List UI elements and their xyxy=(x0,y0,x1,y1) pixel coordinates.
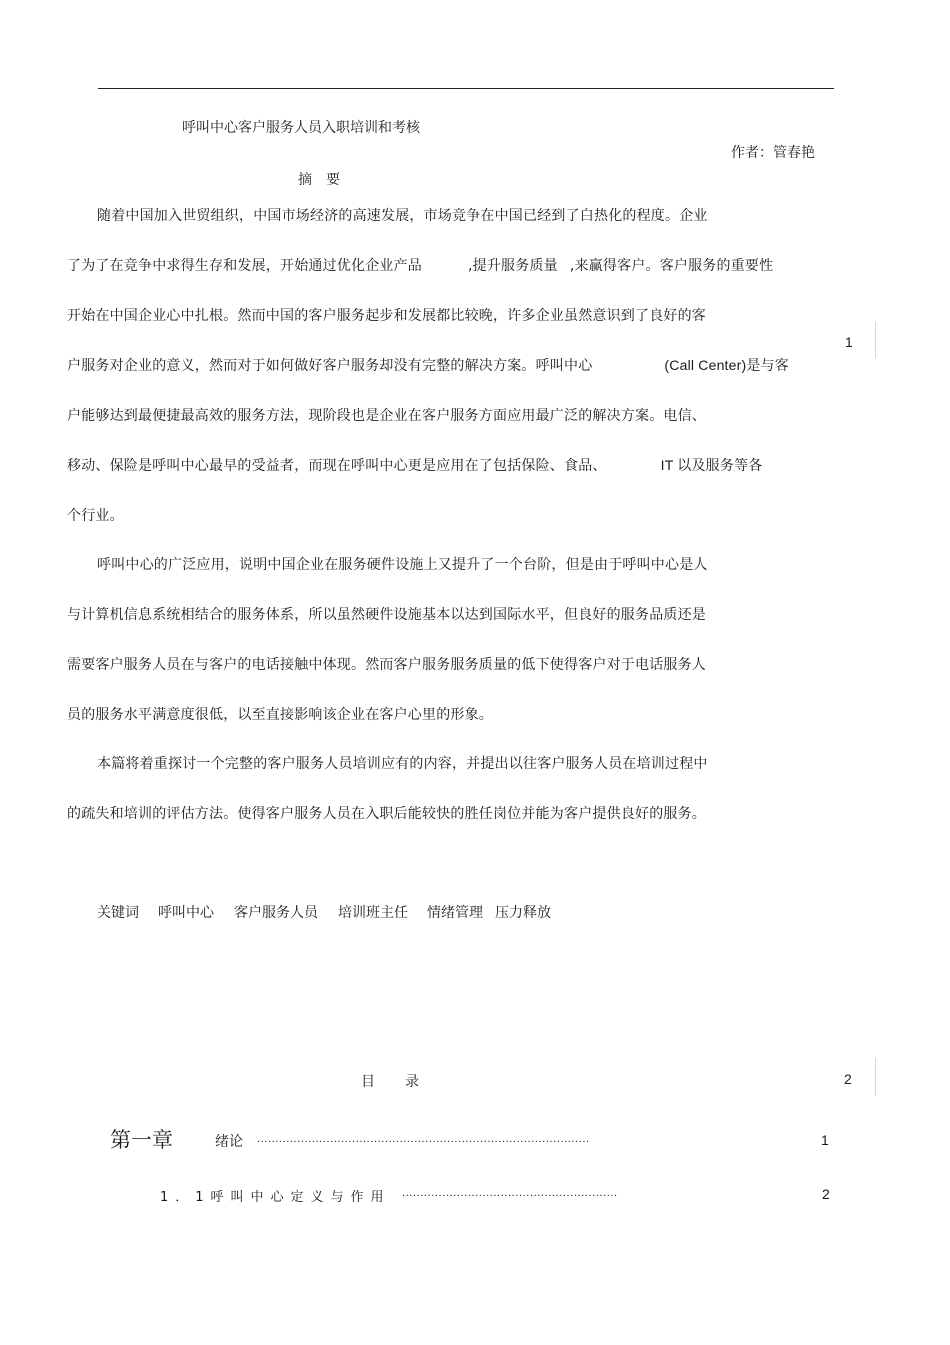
abstract-line xyxy=(67,455,763,475)
keywords-line xyxy=(97,902,551,922)
author-line: 作者：管春艳 xyxy=(731,145,815,161)
abstract-text-segment: ,来赢得客户。客户服务的重要性 xyxy=(569,258,774,274)
keyword: 客户服务人员 xyxy=(234,905,318,921)
abstract-text-segment: 移动、保险是呼叫中心最早的受益者，而现在呼叫中心更是应用在了包括保险、食品、 xyxy=(67,458,607,474)
toc-heading: 目录 xyxy=(361,1074,449,1090)
abstract-text-segment: IT 以及服务等各 xyxy=(660,457,763,473)
header-rule xyxy=(98,88,834,89)
toc-leader-dots: ........................................................................................... xyxy=(257,1133,590,1145)
toc-chapter-number: 第一章 xyxy=(110,1128,173,1152)
abstract-text-segment: 户服务对企业的意义，然而对于如何做好客户服务却没有完整的解决方案。呼叫中心 xyxy=(67,358,593,374)
toc-leader-dots: ........................................................... xyxy=(402,1187,618,1199)
keyword: 压力释放 xyxy=(495,905,551,921)
abstract-line: 需要客户服务人员在与客户的电话接触中体现。然而客户服务服务质量的低下使得客户对于电话服务人 xyxy=(67,657,706,673)
abstract-line: 开始在中国企业心中扎根。然而中国的客户服务起步和发展都比较晚，许多企业虽然意识到了良好的客 xyxy=(67,308,706,324)
keyword: 情绪管理 xyxy=(427,905,483,921)
keyword: 培训班主任 xyxy=(338,905,408,921)
toc-entry-label: 1．1呼叫中心定义与作用 xyxy=(160,1190,391,1205)
abstract-text-segment: ,提升服务质量 xyxy=(468,258,558,274)
keywords-label: 关键词 xyxy=(97,905,139,921)
abstract-line: 与计算机信息系统相结合的服务体系，所以虽然硬件设施基本以达到国际水平，但良好的服务品质还是 xyxy=(67,607,706,623)
abstract-heading: 摘要 xyxy=(298,172,354,188)
margin-divider xyxy=(875,1058,876,1096)
abstract-line: 户能够达到最便捷最高效的服务方法，现阶段也是企业在客户服务方面应用最广泛的解决方案。电信、 xyxy=(67,408,706,424)
abstract-line: 的疏失和培训的评估方法。使得客户服务人员在入职后能较快的胜任岗位并能为客户提供良好的服务。 xyxy=(67,806,706,822)
abstract-line xyxy=(67,355,789,375)
toc-page-number: 2 xyxy=(822,1186,830,1202)
margin-divider xyxy=(875,322,876,358)
toc-page-number: 1 xyxy=(821,1132,829,1148)
document-title: 呼叫中心客户服务人员入职培训和考核 xyxy=(182,120,420,136)
margin-page-number: 2 xyxy=(844,1071,852,1087)
margin-page-number: 1 xyxy=(845,334,853,350)
abstract-line: 本篇将着重探讨一个完整的客户服务人员培训应有的内容，并提出以往客户服务人员在培训过程中 xyxy=(97,756,708,772)
abstract-text-segment: 了为了在竞争中求得生存和发展，开始通过优化企业产品 xyxy=(67,258,422,274)
abstract-line: 随着中国加入世贸组织，中国市场经济的高速发展，市场竞争在中国已经到了白热化的程度。企业 xyxy=(97,208,708,224)
keyword: 呼叫中心 xyxy=(158,905,214,921)
abstract-line: 呼叫中心的广泛应用，说明中国企业在服务硬件设施上又提升了一个台阶，但是由于呼叫中心是人 xyxy=(97,557,708,573)
toc-entry-label: 绪论 xyxy=(215,1134,243,1150)
abstract-text-segment: (Call Center)是与客 xyxy=(664,357,789,373)
abstract-line xyxy=(67,255,773,275)
abstract-line: 员的服务水平满意度很低，以至直接影响该企业在客户心里的形象。 xyxy=(67,707,493,723)
abstract-line: 个行业。 xyxy=(67,508,124,524)
